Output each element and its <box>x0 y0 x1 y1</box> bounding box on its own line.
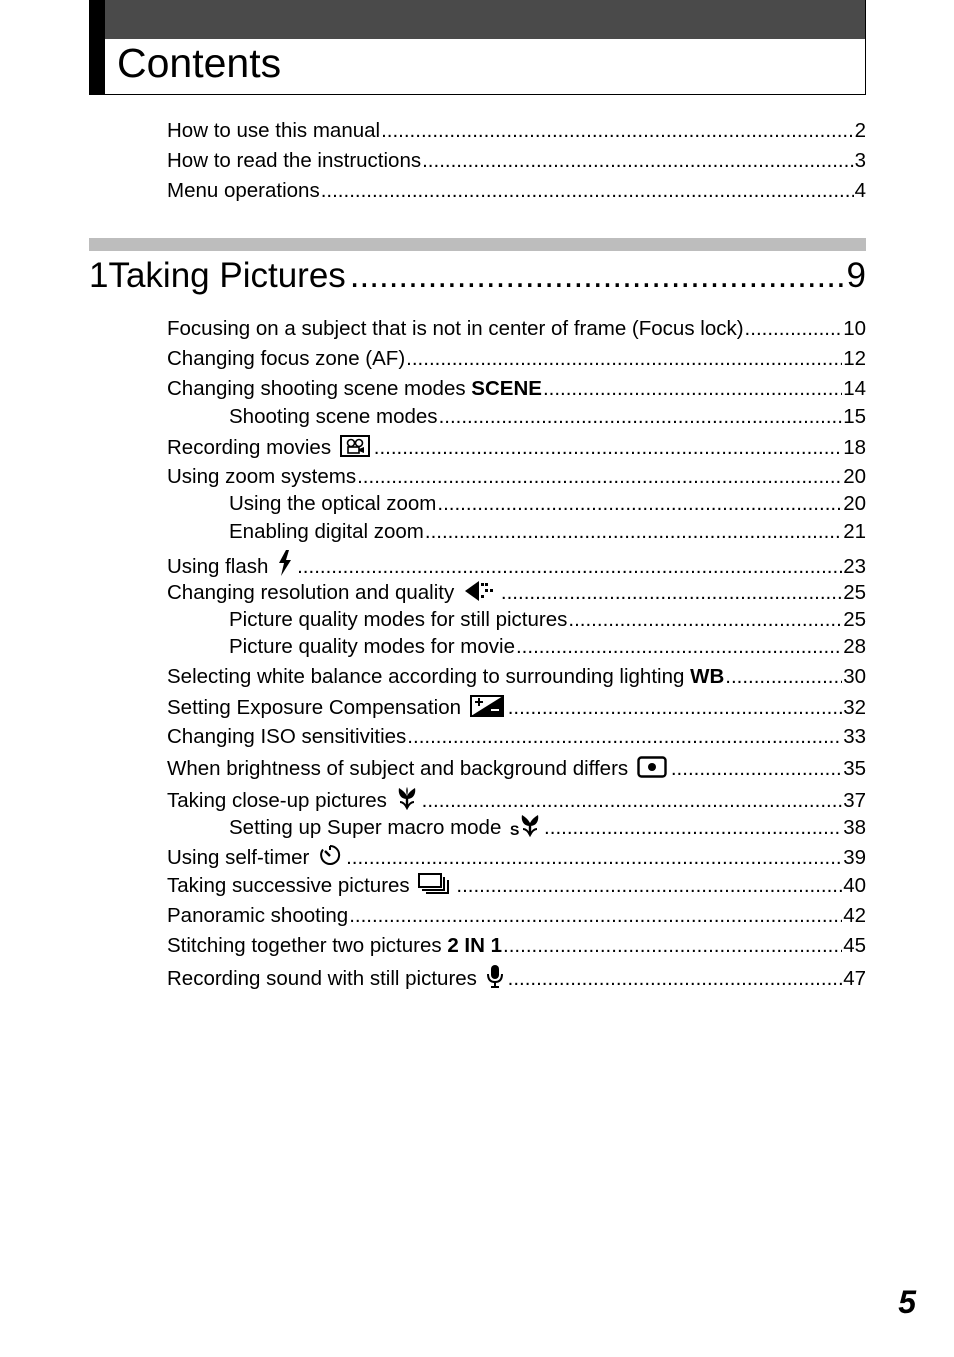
leader-dots <box>422 149 853 173</box>
entry-text: Setting Exposure Compensation <box>167 696 467 719</box>
entry-mode-label: SCENE <box>471 377 542 400</box>
entry-text: Changing resolution and quality <box>167 581 460 604</box>
leader-dots <box>321 179 854 203</box>
chapter-page: 9 <box>846 256 866 295</box>
toc-subentry[interactable] <box>167 813 866 837</box>
entry-title <box>167 934 502 958</box>
leader-dots <box>439 405 843 429</box>
leader-dots <box>508 696 842 720</box>
entry-page: 14 <box>843 377 866 400</box>
entry-title <box>167 756 670 784</box>
entry-text: Enabling digital zoom <box>229 520 424 543</box>
header-tab <box>90 0 105 95</box>
leader-dots <box>437 492 842 516</box>
self-timer-icon <box>318 843 342 873</box>
header-bar <box>90 0 865 39</box>
toc-entry[interactable] <box>167 179 866 203</box>
svg-text:S: S <box>510 822 520 837</box>
toc-entry[interactable] <box>167 465 866 489</box>
entry-page: 20 <box>843 492 866 515</box>
entry-page: 28 <box>843 635 866 658</box>
toc-entry[interactable] <box>167 580 866 604</box>
chapter-toc <box>167 317 866 997</box>
entry-title <box>167 786 421 816</box>
toc-entry[interactable] <box>167 725 866 749</box>
toc-entry[interactable] <box>167 435 866 459</box>
entry-mode-label: WB <box>690 665 725 688</box>
entry-text: Using flash <box>167 555 275 578</box>
chapter-number: 1 <box>89 256 109 295</box>
entry-title <box>167 843 345 873</box>
entry-page: 12 <box>843 347 866 370</box>
entry-page: 23 <box>843 555 866 578</box>
quality-icon <box>463 580 497 608</box>
super-macro-icon <box>510 813 540 843</box>
entry-page: 39 <box>843 846 866 869</box>
entry-page: 10 <box>843 317 866 340</box>
entry-title <box>167 873 455 901</box>
leader-dots <box>516 635 842 659</box>
entry-page: 21 <box>843 520 866 543</box>
toc-entry[interactable] <box>167 377 866 401</box>
entry-text: How to read the instructions <box>167 149 422 172</box>
entry-text: Shooting scene modes <box>229 405 438 428</box>
leader-dots <box>503 934 842 958</box>
entry-page: 15 <box>843 405 866 428</box>
entry-page: 47 <box>843 967 866 990</box>
entry-page: 45 <box>843 934 866 957</box>
entry-title <box>229 635 515 659</box>
entry-title <box>167 695 507 723</box>
entry-page: 25 <box>843 608 866 631</box>
toc-subentry[interactable] <box>167 635 866 659</box>
chapter-heading[interactable] <box>89 254 866 298</box>
entry-title <box>167 725 406 749</box>
flash-icon <box>277 550 293 582</box>
leader-dots <box>671 757 842 781</box>
macro-icon <box>396 786 418 816</box>
entry-title <box>229 608 567 632</box>
entry-page: 38 <box>843 816 866 839</box>
entry-title <box>167 665 724 689</box>
entry-text: Stitching together two pictures <box>167 934 448 957</box>
entry-title <box>167 317 744 341</box>
section-divider <box>89 238 866 251</box>
leader-dots <box>456 874 842 898</box>
spot-metering-icon <box>637 756 667 784</box>
entry-page: 20 <box>843 465 866 488</box>
chapter-title: Taking Pictures <box>108 256 346 295</box>
entry-text: Recording movies <box>167 436 337 459</box>
entry-text: Changing focus zone (AF) <box>167 347 406 370</box>
exposure-compensation-icon <box>470 695 504 723</box>
leader-dots <box>425 520 842 544</box>
toc-entry[interactable] <box>167 119 866 143</box>
entry-text: Using the optical zoom <box>229 492 437 515</box>
leader-dots <box>543 377 842 401</box>
leader-dots <box>349 904 842 928</box>
entry-text: Taking close-up pictures <box>167 789 393 812</box>
entry-title <box>167 964 507 994</box>
entry-title <box>167 347 405 371</box>
entry-page: 30 <box>843 665 866 688</box>
leader-dots <box>381 119 854 143</box>
entry-title <box>167 550 296 582</box>
toc-entry[interactable] <box>167 934 866 958</box>
intro-toc <box>167 119 866 209</box>
toc-entry[interactable] <box>167 695 866 719</box>
entry-page: 42 <box>843 904 866 927</box>
entry-page: 40 <box>843 874 866 897</box>
leader-dots <box>501 581 842 605</box>
entry-text: How to use this manual <box>167 119 381 142</box>
entry-title <box>167 377 542 401</box>
toc-entry[interactable] <box>167 964 866 988</box>
entry-mode-label: 2 IN 1 <box>447 934 503 957</box>
entry-text: Taking successive pictures <box>167 874 416 897</box>
entry-page: 25 <box>843 581 866 604</box>
toc-subentry[interactable] <box>167 608 866 632</box>
leader-dots <box>407 725 842 749</box>
entry-title <box>167 904 348 928</box>
entry-page: 3 <box>854 149 866 172</box>
entry-page: 33 <box>843 725 866 748</box>
toc-entry[interactable] <box>167 317 866 341</box>
leader-dots <box>568 608 842 632</box>
toc-entry[interactable] <box>167 665 866 689</box>
entry-page: 18 <box>843 436 866 459</box>
chapter-leader-dots <box>350 254 843 298</box>
leader-dots <box>357 465 842 489</box>
leader-dots <box>745 317 843 341</box>
entry-title <box>167 179 320 203</box>
page-number: 5 <box>898 1284 916 1320</box>
leader-dots <box>406 347 842 371</box>
entry-title <box>229 492 436 516</box>
toc-subentry[interactable] <box>167 520 866 544</box>
leader-dots <box>422 789 843 813</box>
entry-page: 37 <box>843 789 866 812</box>
entry-title <box>229 520 424 544</box>
entry-title <box>229 405 438 429</box>
sequential-shooting-icon <box>418 873 452 901</box>
toc-entry[interactable] <box>167 550 866 578</box>
toc-entry[interactable] <box>167 873 866 897</box>
toc-entry[interactable] <box>167 149 866 173</box>
entry-text: Picture quality modes for movie <box>229 635 515 658</box>
movie-icon <box>340 435 370 463</box>
entry-title <box>167 119 380 143</box>
page-title: Contents <box>117 40 282 86</box>
toc-entry[interactable] <box>167 786 866 810</box>
leader-dots <box>725 665 842 689</box>
entry-text: Menu operations <box>167 179 320 202</box>
entry-text: Selecting white balance according to surrounding lighting <box>167 665 691 688</box>
toc-entry[interactable] <box>167 347 866 371</box>
entry-text: Recording sound with still pictures <box>167 967 483 990</box>
contents-header <box>89 0 866 95</box>
leader-dots <box>297 555 842 579</box>
toc-entry[interactable] <box>167 904 866 928</box>
leader-dots <box>374 436 842 460</box>
entry-title <box>167 149 421 173</box>
toc-subentry[interactable] <box>167 492 866 516</box>
leader-dots <box>346 846 842 870</box>
entry-text: Setting up Super macro mode <box>229 816 508 839</box>
entry-title <box>167 435 373 463</box>
entry-page: 35 <box>843 757 866 780</box>
entry-title <box>229 813 543 843</box>
toc-entry[interactable] <box>167 843 866 867</box>
toc-subentry[interactable] <box>167 405 866 429</box>
leader-dots <box>544 816 842 840</box>
entry-title <box>167 465 356 489</box>
entry-text: When brightness of subject and background differs <box>167 757 634 780</box>
entry-text: Changing shooting scene modes <box>167 377 472 400</box>
entry-page: 2 <box>854 119 866 142</box>
leader-dots <box>508 967 843 991</box>
entry-page: 4 <box>854 179 866 202</box>
entry-text: Using self-timer <box>167 846 316 869</box>
entry-text: Panoramic shooting <box>167 904 349 927</box>
microphone-icon <box>486 964 504 994</box>
entry-text: Picture quality modes for still pictures <box>229 608 568 631</box>
toc-entry[interactable] <box>167 756 866 780</box>
entry-page: 32 <box>843 696 866 719</box>
entry-title <box>167 580 500 608</box>
entry-text: Changing ISO sensitivities <box>167 725 407 748</box>
entry-text: Focusing on a subject that is not in center of frame (Focus lock) <box>167 317 744 340</box>
entry-text: Using zoom systems <box>167 465 357 488</box>
